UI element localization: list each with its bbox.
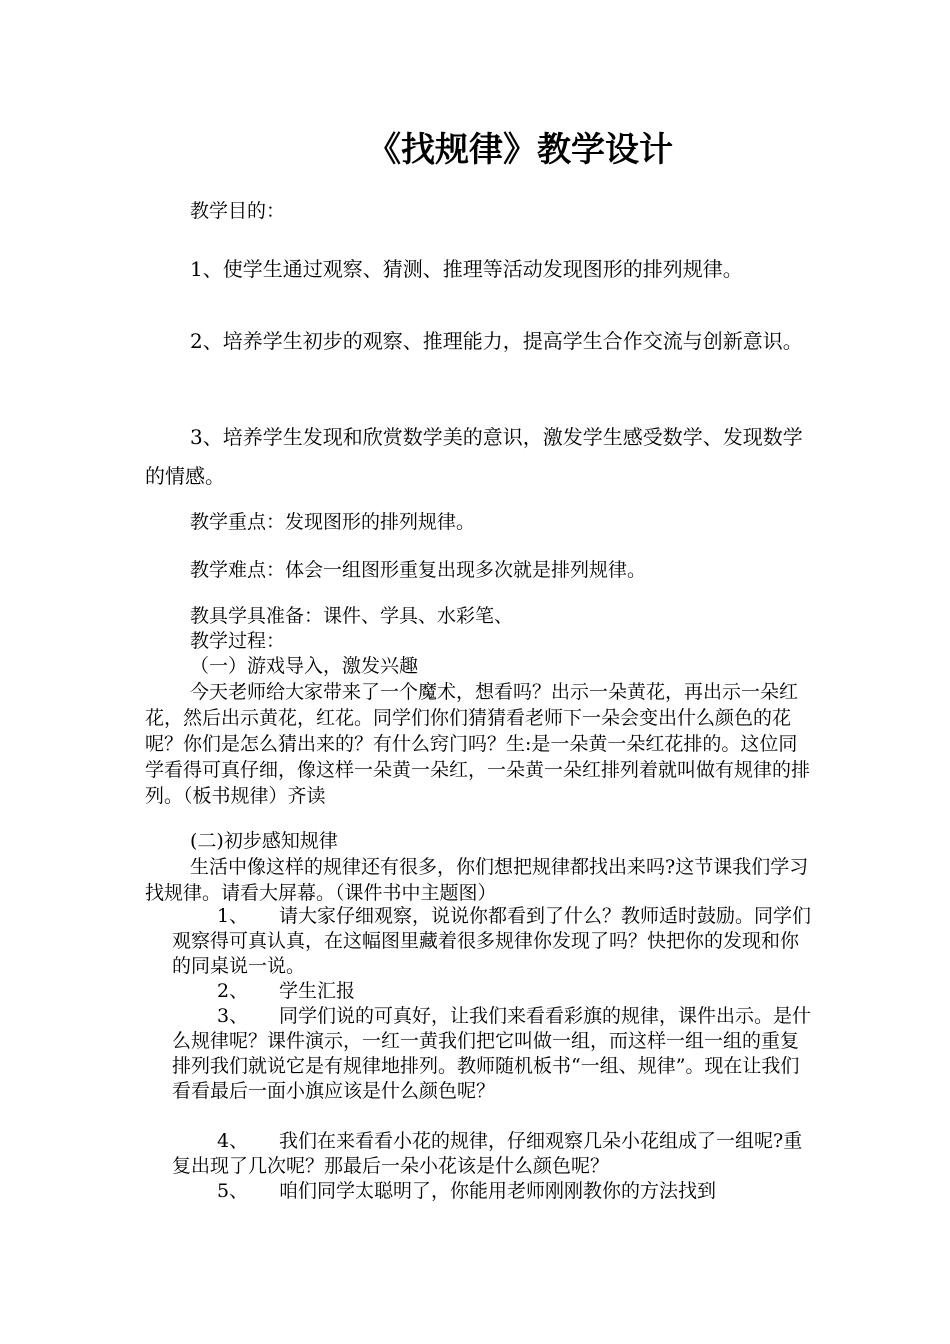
document-title: 《找规律》教学设计 (367, 130, 673, 170)
objectives-label: 教学目的： (190, 200, 286, 222)
step-1 (172, 904, 812, 979)
materials: 教具学具准备：课件、学具、水彩笔、 (190, 605, 514, 627)
objective-2: 2、培养学生初步的观察、推理能力，提高学生合作交流与创新意识。 (190, 329, 803, 353)
step-3 (172, 1004, 812, 1104)
section2-title: (二)初步感知规律 (190, 830, 338, 852)
objective-1: 1、使学生通过观察、猜测、推理等活动发现图形的排列规律。 (190, 257, 743, 281)
step-text: 咱们同学太聪明了，你能用老师刚刚教你的方法找到 (279, 1180, 717, 1202)
step-number: 5、 (217, 1180, 249, 1202)
step-number: 1、 (217, 905, 249, 927)
step-text: 请大家仔细观察，说说你都看到了什么？教师适时鼓励。同学们观察得可真认真，在这幅图里藏着很多规律你发现了吗？快把你的发现和你的同桌说一说。 (172, 905, 812, 977)
step-text: 我们在来看看小花的规律，仔细观察几朵小花组成了一组呢?重复出现了几次呢？那最后一朵小花该是什么颜色呢？ (172, 1130, 803, 1177)
objective-3: 3、培养学生发现和欣赏数学美的意识，激发学生感受数学、发现数学的情感。 (145, 425, 803, 488)
step-number: 2、 (217, 980, 249, 1002)
step-number: 4、 (217, 1130, 249, 1152)
section1-title: （一）游戏导入，激发兴趣 (190, 655, 419, 677)
section1-text: 今天老师给大家带来了一个魔术，想看吗？出示一朵黄花，再出示一朵红花，然后出示黄花，红花。同学们你们猜猜看老师下一朵会变出什么颜色的花呢？你们是怎么猜出来的？有什么窍门吗？生:是一朵黄一朵红花排的。这位同学看得可真仔细，像这样一朵黄一朵红，一朵黄一朵红排列着就叫做有规律的排列。（板书规律）齐读 (145, 681, 811, 807)
process-label: 教学过程： (190, 630, 286, 652)
step-2 (172, 979, 812, 1004)
key-point: 教学重点：发现图形的排列规律。 (190, 511, 476, 533)
step-4 (172, 1129, 812, 1179)
difficulty: 教学难点：体会一组图形重复出现多次就是排列规律。 (190, 559, 647, 581)
step-number: 3、 (217, 1005, 249, 1027)
section2-text: 生活中像这样的规律还有很多，你们想把规律都找出来吗?这节课我们学习找规律。请看大屏幕。（课件书中主题图） (145, 856, 809, 904)
step-5 (172, 1179, 812, 1204)
step-text: 同学们说的可真好，让我们来看看彩旗的规律，课件出示。是什么规律呢？课件演示，一红一黄我们把它叫做一组，而这样一组一组的重复排列我们就说它是有规律地排列。教师随机板书“一组、规律”。现在让我们看看最后一面小旗应该是什么颜色呢？ (172, 1005, 812, 1102)
step-text: 学生汇报 (279, 980, 356, 1002)
